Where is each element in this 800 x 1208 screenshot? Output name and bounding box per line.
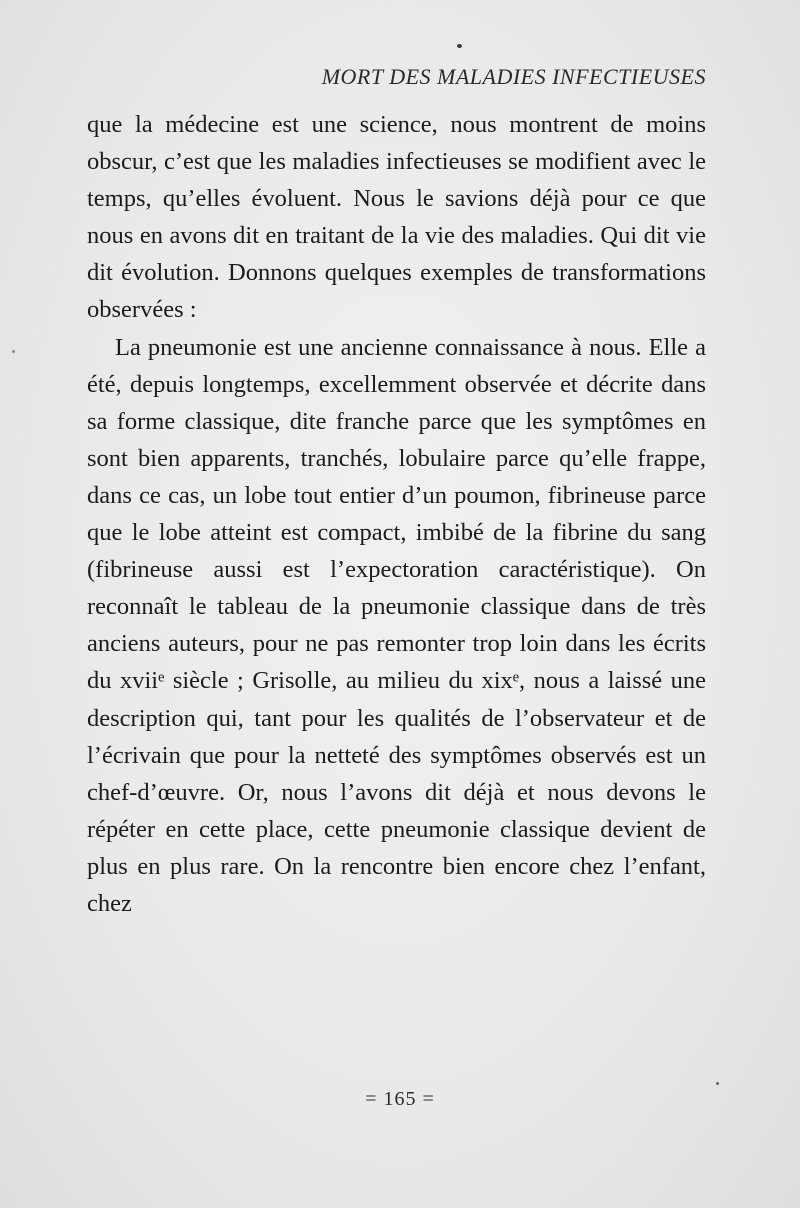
running-head: MORT DES MALADIES INFECTIEUSES: [321, 64, 706, 89]
ink-speck: [457, 44, 462, 48]
ink-speck: [716, 1082, 719, 1085]
page-number: = 165 =: [365, 1088, 435, 1110]
ink-speck: [12, 350, 15, 353]
paragraph-pneumonia: La pneumonie est une ancienne connaissance à nous. Elle a été, depuis longtemps, excellemment observée et décrite dans sa forme classique, dite franche parce que les symptômes en sont bien apparents, tranchés, lobulaire parce qu’elle frappe, dans ce cas, un lobe tout entier d’un poumon, fibrineuse parce que le lobe atteint est compact, imbibé de la fibrine du sang (fibrineuse aussi est l’expectoration caractéristique). On reconnaît le tableau de la pneumonie classique dans de très anciens auteurs, pour ne pas remonter trop loin dans les écrits du xviiᵉ siècle ; Grisolle, au milieu du xixᵉ, nous a laissé une description qui, tant pour les qualités de l’observateur et de l’écrivain que pour la netteté des symptômes observés est un chef-d’œuvre. Or, nous l’avons dit déjà et nous devons le répéter en cette place, cette pneumonie classique devient de plus en plus rare. On la rencontre bien encore chez l’enfant, chez: [87, 333, 706, 917]
paragraph-continuation: que la médecine est une science, nous montrent de moins obscur, c’est que les maladies infectieuses se modifient avec le temps, qu’elles évoluent. Nous le savions déjà pour ce que nous en avons dit en traitant de la vie des maladies. Qui dit vie dit évolution. Donnons quelques exemples de transformations observées :: [87, 111, 706, 324]
body-text: [87, 106, 706, 922]
